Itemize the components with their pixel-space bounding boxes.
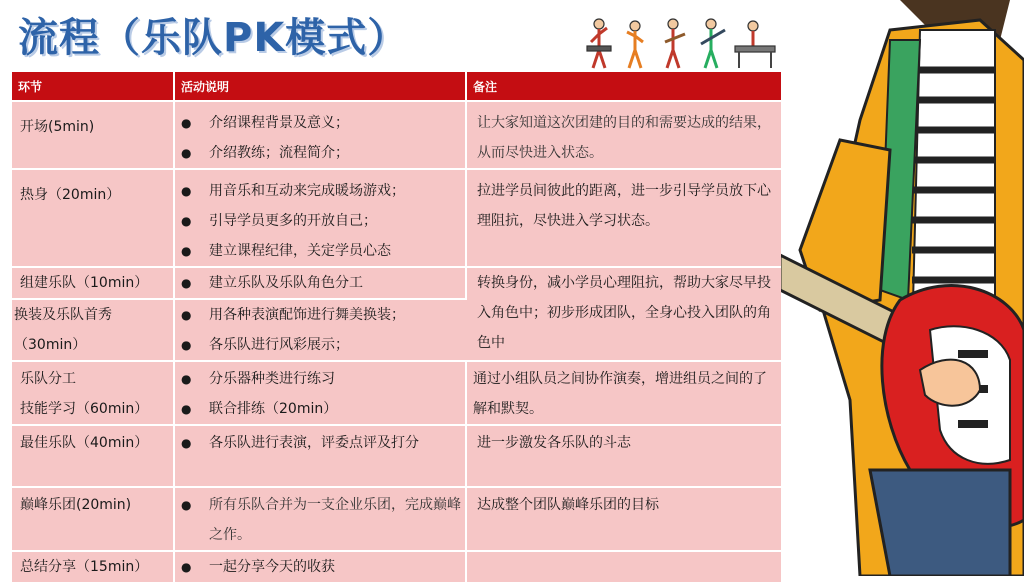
note-cell: 进一步激发各乐队的斗志: [477, 435, 631, 451]
list-item: ● 各乐队进行表演，评委点评及打分: [181, 435, 419, 451]
header-step: 环节: [12, 72, 174, 101]
list-item: ● 用音乐和互动来完成暖场游戏；: [181, 183, 405, 199]
step-cell: 开场(5min): [20, 119, 95, 135]
table-row: [12, 169, 781, 267]
table-row: [12, 551, 781, 583]
list-item: ● 用各种表演配饰进行舞美换装；: [181, 307, 405, 323]
table-row: [12, 487, 781, 551]
list-item: ● 各乐队进行风彩展示；: [181, 337, 349, 353]
list-item: ● 分乐器种类进行练习: [181, 371, 335, 387]
table-row: [12, 101, 781, 169]
note-cell: 达成整个团队巅峰乐团的目标: [477, 497, 659, 513]
step-cell: 总结分享（15min）: [20, 559, 149, 575]
note-cell: 通过小组队员之间协作演奏，增进组员之间的了解和默契。: [473, 371, 767, 417]
step-cell-line1: 换装及乐队首秀: [14, 307, 112, 323]
step-cell: 巅峰乐团(20min): [20, 497, 132, 513]
step-cell-line2: （30min）: [14, 337, 87, 353]
step-cell: 最佳乐队（40min）: [20, 435, 149, 451]
list-item: ● 介绍教练；流程简介；: [181, 145, 349, 161]
list-item: ● 所有乐队合并为一支企业乐团，完成巅峰之作。: [181, 497, 461, 543]
step-cell-line1: 乐队分工: [20, 371, 76, 387]
flow-table: [12, 72, 781, 584]
note-cell: 转换身份，减小学员心理阻抗，帮助大家尽早投入角色中；初步形成团队，全身心投入团队的角色中: [477, 275, 771, 351]
guitarist-icon: [780, 0, 1024, 576]
list-item: ● 介绍课程背景及意义；: [181, 115, 349, 131]
step-cell: 组建乐队（10min）: [20, 275, 149, 291]
list-item: ● 建立课程纪律，关定学员心态: [181, 243, 391, 259]
table-row: [12, 425, 781, 487]
note-cell: 拉进学员间彼此的距离，进一步引导学员放下心理阻抗，尽快进入学习状态。: [477, 183, 771, 229]
header-description: 活动说明: [174, 72, 466, 101]
list-item: ● 联合排练（20min）: [181, 401, 338, 417]
list-item: ● 引导学员更多的开放自己；: [181, 213, 377, 229]
table-row: [12, 267, 781, 299]
step-cell: 热身（20min）: [20, 187, 121, 203]
band-musicians-icon: [585, 12, 785, 72]
step-cell-line2: 技能学习（60min）: [20, 401, 149, 417]
table-header-row: [12, 72, 781, 101]
header-notes: 备注: [466, 72, 781, 101]
page-title: 流程（乐队PK模式）: [18, 15, 409, 61]
list-item: ● 建立乐队及乐队角色分工: [181, 275, 363, 291]
note-cell: 让大家知道这次团建的目的和需要达成的结果，从而尽快进入状态。: [477, 115, 771, 161]
list-item: ● 一起分享今天的收获: [181, 559, 335, 575]
table-row: [12, 361, 781, 425]
